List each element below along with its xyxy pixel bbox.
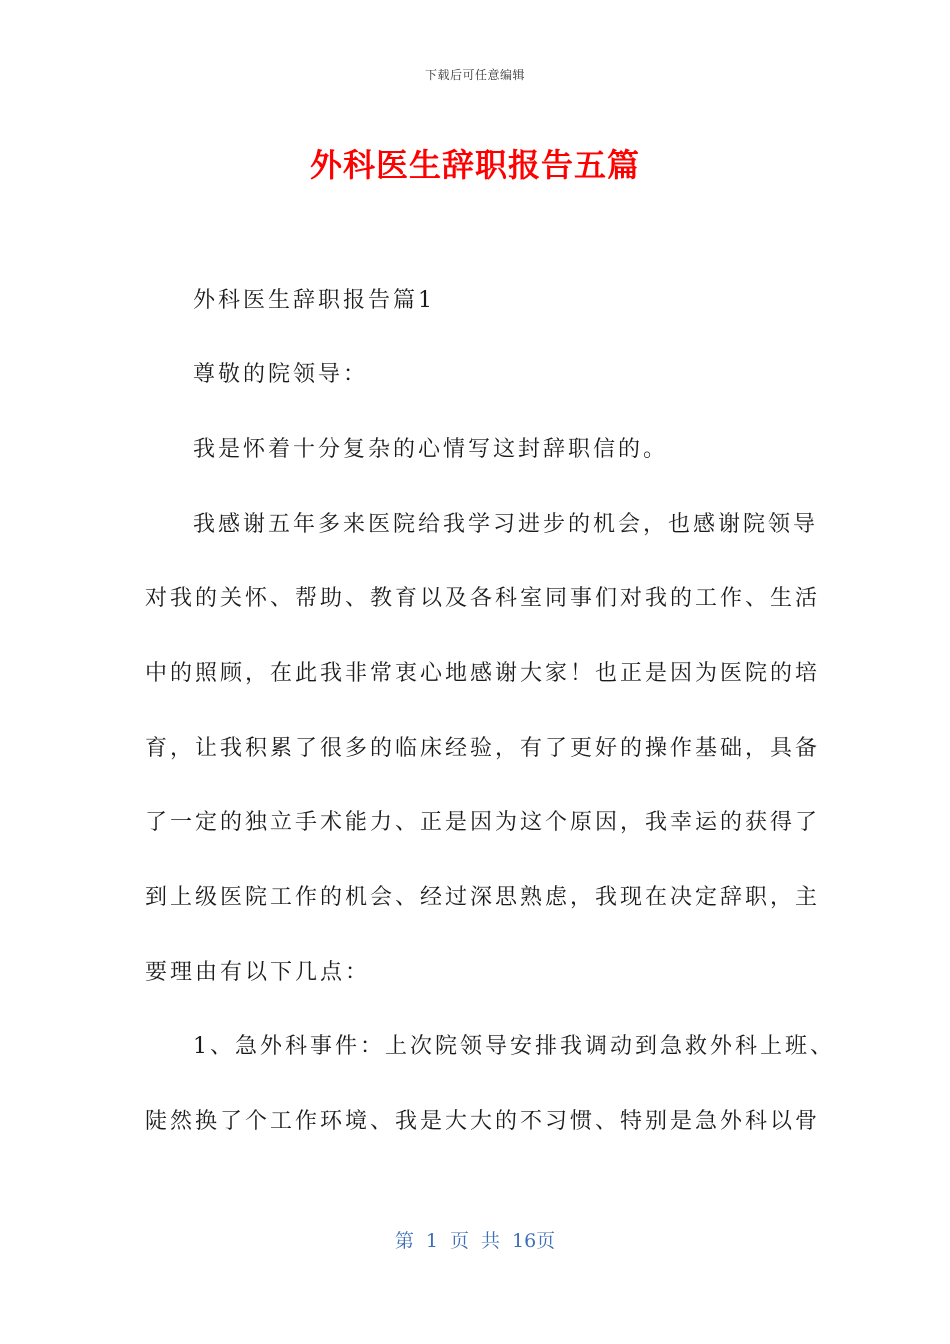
document-title: 外科医生辞职报告五篇 (309, 146, 640, 184)
paragraph-line: 中的照顾，在此我非常衷心地感谢大家！也正是因为医院的培 (145, 661, 821, 686)
paragraph-line: 我是怀着十分复杂的心情写这封辞职信的。 (193, 437, 669, 462)
paragraph-line: 陡然换了个工作环境、我是大大的不习惯、特别是急外科以骨 (145, 1109, 821, 1134)
page-footer (0, 1226, 950, 1253)
paragraph-line: 要理由有以下几点： (145, 960, 371, 985)
footer-mid: 页 共 (449, 1230, 500, 1252)
footer-page-number: 1 (425, 1230, 438, 1252)
header-note: 下载后可任意编辑 (424, 68, 525, 82)
section-heading: 外科医生辞职报告篇1 (193, 288, 435, 313)
paragraph-line: 育，让我积累了很多的临床经验，有了更好的操作基础，具备 (145, 736, 821, 761)
paragraph-line: 1、急外科事件：上次院领导安排我调动到急救外科上班、 (193, 1034, 835, 1059)
footer-total: 16页 (511, 1230, 556, 1252)
paragraph-line: 对我的关怀、帮助、教育以及各科室同事们对我的工作、生活 (145, 586, 821, 611)
paragraph-line: 我感谢五年多来医院给我学习进步的机会，也感谢院领导 (193, 512, 819, 537)
footer-prefix: 第 (394, 1230, 414, 1252)
salutation: 尊敬的院领导： (193, 362, 369, 387)
paragraph-line: 到上级医院工作的机会、经过深思熟虑，我现在决定辞职，主 (145, 885, 821, 910)
paragraph-line: 了一定的独立手术能力、正是因为这个原因，我幸运的获得了 (145, 810, 821, 835)
